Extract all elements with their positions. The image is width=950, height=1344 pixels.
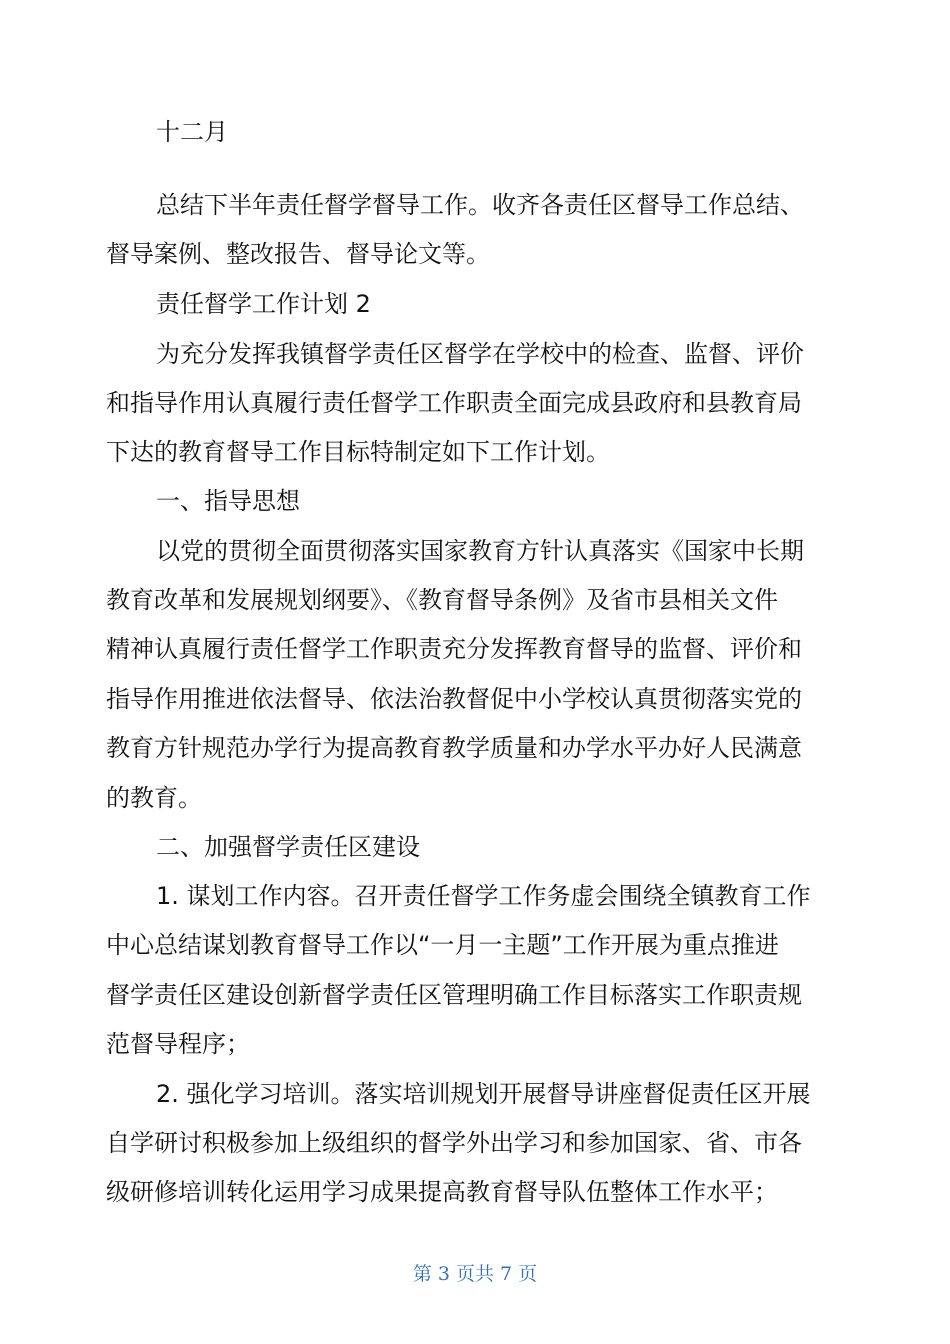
section-title: 责任督学工作计划 2 [156, 290, 371, 318]
paragraph-line: 的教育。 [106, 784, 202, 812]
paragraph-line: 和指导作用认真履行责任督学工作职责全面完成县政府和县教育局 [106, 389, 802, 417]
paragraph-line: 教育改革和发展规划纲要》、《教育督导条例》及省市县相关文件 [106, 586, 778, 614]
paragraph-line: 精神认真履行责任督学工作职责充分发挥教育督导的监督、评价和 [106, 635, 802, 663]
paragraph-line: 2. 强化学习培训。落实培训规划开展督导讲座督促责任区开展 [156, 1080, 811, 1108]
section-heading: 一、指导思想 [156, 487, 300, 515]
paragraph-line: 督导案例、整改报告、督导论文等。 [106, 240, 490, 268]
paragraph-line: 总结下半年责任督学督导工作。收齐各责任区督导工作总结、 [156, 191, 804, 219]
paragraph-line: 教育方针规范办学行为提高教育教学质量和办学水平办好人民满意 [106, 734, 802, 762]
paragraph-line: 指导作用推进依法督导、依法治教督促中小学校认真贯彻落实党的 [106, 685, 802, 713]
paragraph-line: 为充分发挥我镇督学责任区督学在学校中的检查、监督、评价 [156, 340, 804, 368]
paragraph-line: 级研修培训转化运用学习成果提高教育督导队伍整体工作水平； [106, 1178, 778, 1206]
paragraph-line: 下达的教育督导工作目标特制定如下工作计划。 [106, 438, 610, 466]
paragraph-line: 自学研讨积极参加上级组织的督学外出学习和参加国家、省、市各 [106, 1129, 802, 1157]
paragraph-line: 以党的贯彻全面贯彻落实国家教育方针认真落实《国家中长期 [156, 537, 804, 565]
paragraph-line: 范督导程序； [106, 1030, 250, 1058]
paragraph-line: 督学责任区建设创新督学责任区管理明确工作目标落实工作职责规 [106, 981, 802, 1009]
section-heading: 二、加强督学责任区建设 [156, 833, 420, 861]
paragraph-line: 中心总结谋划教育督导工作以“一月一主题”工作开展为重点推进 [106, 931, 779, 959]
paragraph-line: 1. 谋划工作内容。召开责任督学工作务虚会围绕全镇教育工作 [156, 882, 811, 910]
month-heading: 十二月 [156, 118, 228, 146]
page-number-footer: 第 3 页共 7 页 [412, 1263, 538, 1285]
